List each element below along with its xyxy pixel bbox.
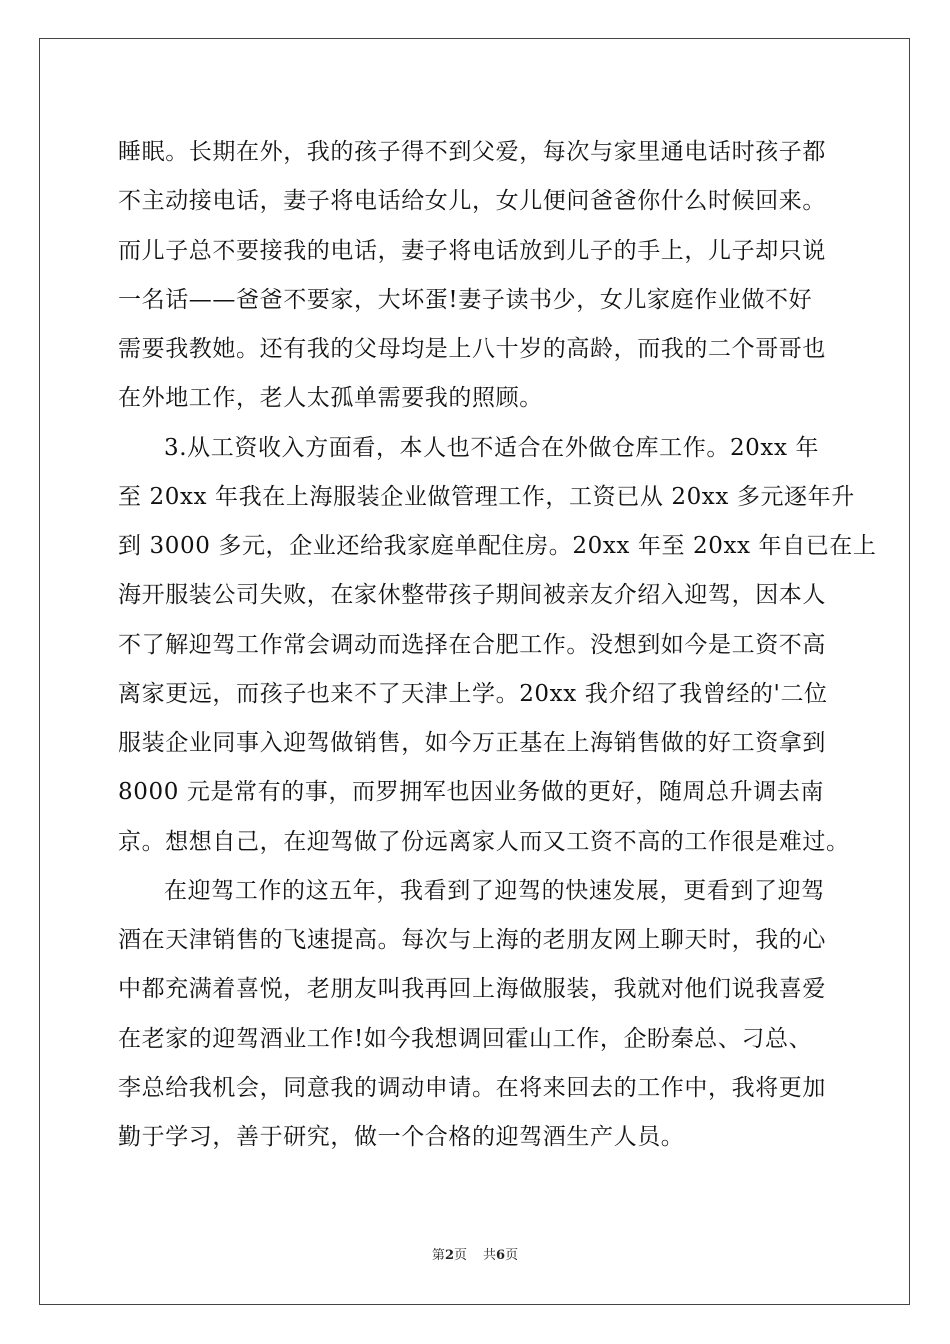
text-line: 酒在天津销售的飞速提高。每次与上海的老朋友网上聊天时，我的心 — [118, 927, 826, 953]
text-line: 京。想想自己，在迎驾做了份远离家人而又工资不高的工作很是难过。 — [118, 828, 850, 855]
text-line: 不了解迎驾工作常会调动而选择在合肥工作。没想到如今是工资不高 — [118, 631, 826, 658]
total-pages: 6 — [496, 1248, 506, 1263]
document-body — [118, 128, 877, 1162]
page-prefix: 第 — [431, 1248, 445, 1263]
text-line: 中都充满着喜悦，老朋友叫我再回上海做服装，我就对他们说我喜爱 — [118, 976, 826, 1003]
total-suffix: 页 — [505, 1248, 519, 1263]
text-line: 需要我教她。还有我的父母均是上八十岁的高龄，而我的二个哥哥也 — [118, 336, 826, 362]
text-line: 在外地工作，老人太孤单需要我的照顾。 — [118, 385, 543, 412]
text-line: 李总给我机会，同意我的调动申请。在将来回去的工作中，我将更加 — [118, 1074, 826, 1101]
paragraph-start-line: 3.从工资收入方面看，本人也不适合在外做仓库工作。20xx 年 — [164, 434, 820, 461]
text-line: 睡眠。长期在外，我的孩子得不到父爱，每次与家里通电话时孩子都 — [118, 139, 826, 165]
page-suffix: 页 — [453, 1248, 467, 1263]
text-line: 在老家的迎驾酒业工作!如今我想调回霍山工作，企盼秦总、刁总、 — [118, 1025, 813, 1052]
text-line: 到 3000 多元，企业还给我家庭单配住房。20xx 年至 20xx 年自已在上 — [118, 533, 877, 559]
text-line: 一名话——爸爸不要家，大坏蛋!妻子读书少，女儿家庭作业做不好 — [118, 286, 813, 313]
paragraph-start-line: 在迎驾工作的这五年，我看到了迎驾的快速发展，更看到了迎驾 — [164, 877, 825, 904]
text-line: 8000 元是常有的事，而罗拥军也因业务做的更好，随周总升调去南 — [118, 779, 825, 806]
page-number: 2 — [444, 1248, 454, 1263]
page-footer — [0, 1246, 950, 1266]
text-line: 而儿子总不要接我的电话，妻子将电话放到儿子的手上，儿子却只说 — [118, 237, 826, 264]
text-line: 离家更远，而孩子也来不了天津上学。20xx 我介绍了我曾经的'二位 — [118, 680, 828, 707]
text-line: 至 20xx 年我在上海服装企业做管理工作，工资已从 20xx 多元逐年升 — [118, 483, 855, 510]
text-line: 勤于学习，善于研究，做一个合格的迎驾酒生产人员。 — [118, 1124, 685, 1150]
text-line: 服装企业同事入迎驾做销售，如今万正基在上海销售做的好工资拿到 — [118, 730, 826, 756]
total-prefix: 共 — [483, 1248, 497, 1263]
text-line: 不主动接电话，妻子将电话给女儿，女儿便问爸爸你什么时候回来。 — [118, 188, 826, 215]
text-line: 海开服装公司失败，在家休整带孩子期间被亲友介绍入迎驾，因本人 — [118, 582, 826, 609]
